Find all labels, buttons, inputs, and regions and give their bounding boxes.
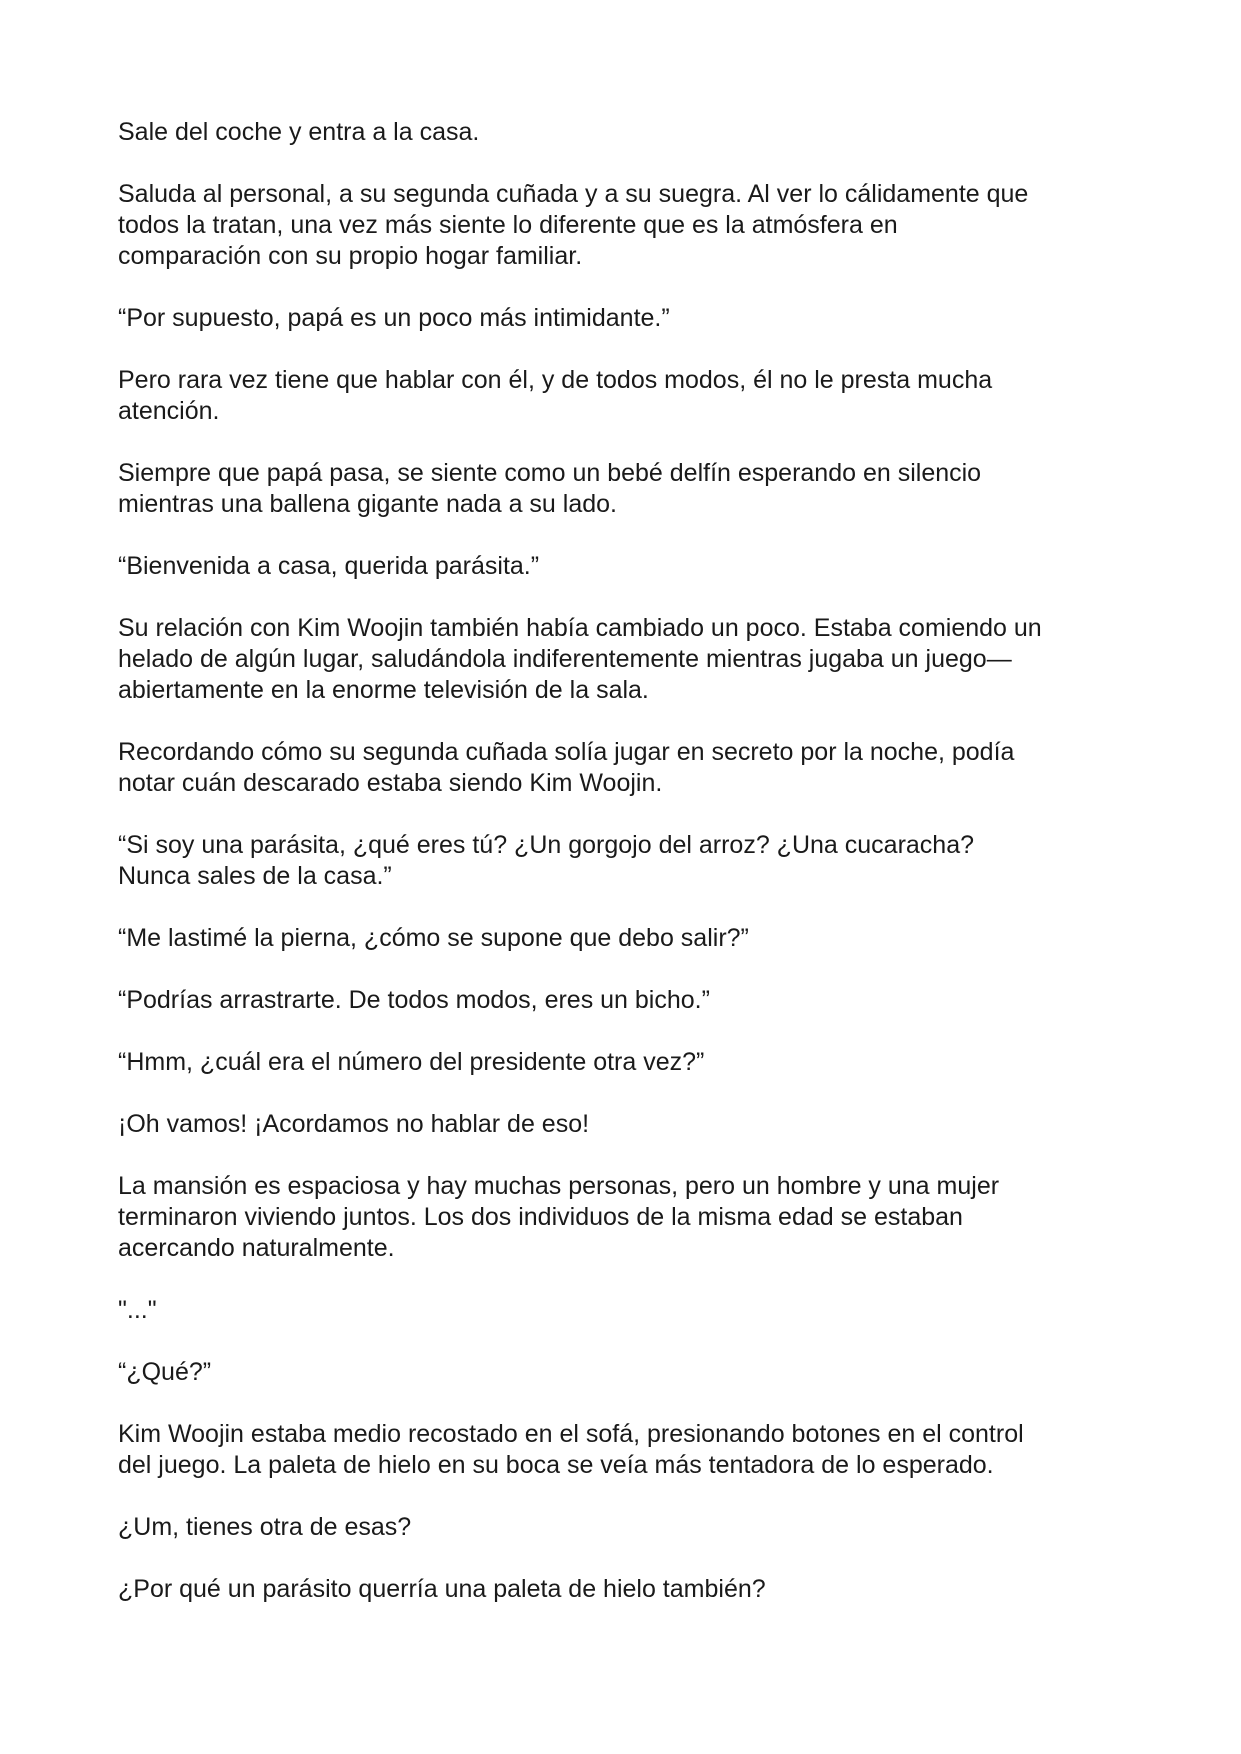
paragraph: “Hmm, ¿cuál era el número del presidente otra vez?”: [118, 1048, 705, 1076]
paragraph: Siempre que papá pasa, se siente como un bebé delfín esperando en silencio mientras una ballena gigante nada a su lado.: [118, 459, 982, 518]
paragraph: Recordando cómo su segunda cuñada solía jugar en secreto por la noche, podía notar cuán descarado estaba siendo Kim Woojin.: [118, 738, 1015, 797]
paragraph: “Me lastimé la pierna, ¿cómo se supone que debo salir?”: [118, 924, 749, 952]
paragraph: ¡Oh vamos! ¡Acordamos no hablar de eso!: [118, 1110, 590, 1138]
paragraph: ¿Um, tienes otra de esas?: [118, 1513, 412, 1541]
paragraph: “Si soy una parásita, ¿qué eres tú? ¿Un gorgojo del arroz? ¿Una cucaracha? Nunca sales de la casa.”: [118, 831, 975, 890]
paragraph: ¿Por qué un parásito querría una paleta de hielo también?: [118, 1575, 766, 1603]
paragraph: “Podrías arrastrarte. De todos modos, eres un bicho.”: [118, 986, 710, 1014]
paragraph: “Bienvenida a casa, querida parásita.”: [118, 552, 540, 580]
paragraph: Su relación con Kim Woojin también había cambiado un poco. Estaba comiendo un helado de algún lugar, saludándola indiferentemente mientras jugaba un juego— abiertamente en la enorme televisión de la sala.: [118, 614, 1042, 704]
paragraph: Saluda al personal, a su segunda cuñada y a su suegra. Al ver lo cálidamente que todos la tratan, una vez más siente lo diferente que es la atmósfera en comparación con su propio hogar familiar.: [118, 180, 1029, 270]
paragraph: "...": [118, 1296, 157, 1324]
paragraph: Pero rara vez tiene que hablar con él, y de todos modos, él no le presta mucha atención.: [118, 366, 993, 425]
document-body: [118, 117, 1138, 1636]
paragraph: Kim Woojin estaba medio recostado en el sofá, presionando botones en el control del juego. La paleta de hielo en su boca se veía más tentadora de lo esperado.: [118, 1420, 1024, 1479]
paragraph: La mansión es espaciosa y hay muchas personas, pero un hombre y una mujer terminaron viviendo juntos. Los dos individuos de la misma edad se estaban acercando naturalmente.: [118, 1172, 1000, 1262]
paragraph: “¿Qué?”: [118, 1358, 212, 1386]
paragraph: “Por supuesto, papá es un poco más intimidante.”: [118, 304, 670, 332]
paragraph: Sale del coche y entra a la casa.: [118, 118, 480, 146]
